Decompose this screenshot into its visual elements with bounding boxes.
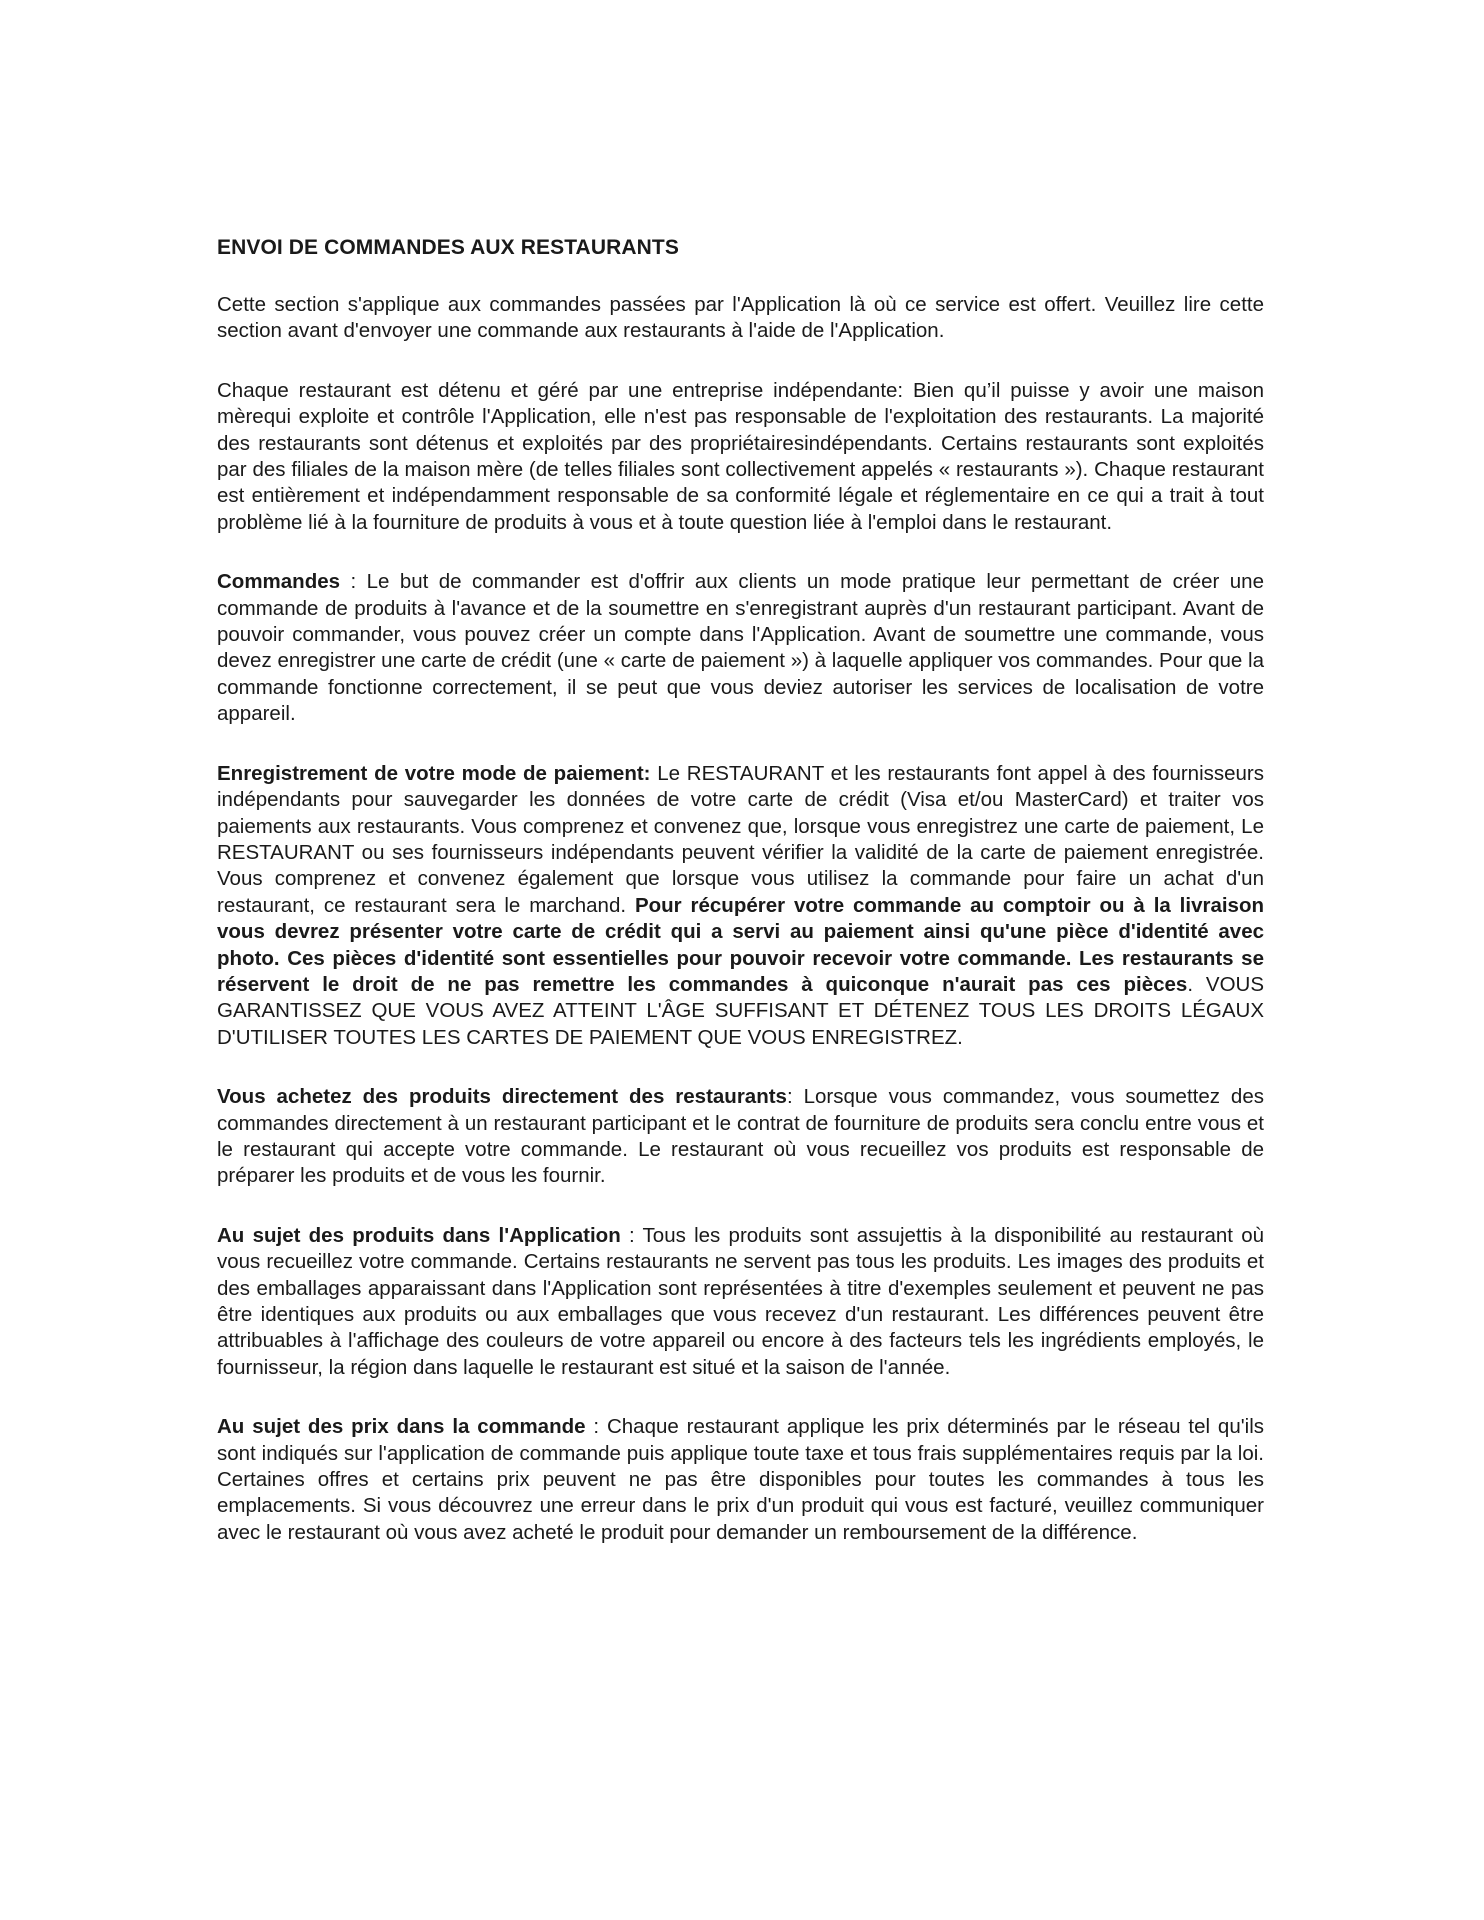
payment-paragraph — [217, 761, 1264, 1051]
section-title: ENVOI DE COMMANDES AUX RESTAURANTS — [217, 236, 679, 259]
payment-text-2: . VOUS GARANTISSEZ QUE VOUS AVEZ ATTEINT L'ÂGE SUFFISANT ET DÉTENEZ TOUS LES DROITS LÉGAUX D'UTILISER TOUTES LES CARTES DE PAIEMENT QUE VOUS ENREGISTREZ. — [217, 972, 1264, 1049]
purchase-paragraph — [217, 1084, 1264, 1190]
payment-heading: Enregistrement de votre mode de paiement: — [217, 761, 651, 785]
prices-text: : Chaque restaurant applique les prix déterminés par le réseau tel qu'ils sont indiqués sur l'application de commande puis applique toute taxe et tous frais supplémentaires requis par la loi. Certaines offres et certains prix peuvent ne pas être disponibles pour toutes les commandes à tous les emplacements. Si vous découvrez une erreur dans le prix d'un produit qui vous est facturé, veuillez communiquer avec le restaurant où vous avez acheté le produit pour demander un remboursement de la différence. — [217, 1415, 1265, 1544]
prices-paragraph — [217, 1414, 1264, 1546]
intro-paragraph: Cette section s'applique aux commandes passées par l'Application là où ce service est offert. Veuillez lire cette section avant d'envoyer une commande aux restaurants à l'aide de l'Application. — [217, 293, 1264, 343]
products-heading: Au sujet des produits dans l'Application — [217, 1223, 621, 1247]
purchase-heading: Vous achetez des produits directement des restaurants — [217, 1085, 787, 1109]
ownership-paragraph: Chaque restaurant est détenu et géré par une entreprise indépendante: Bien qu’il puisse y avoir une maison mèrequi exploite et contrôle l'Application, elle n'est pas responsable de l'exploitation des restaurants. La majorité des restaurants sont détenus et exploités par des propriétairesindépendants. Certains restaurants sont exploités par des filiales de la maison mère (de telles filiales sont collectivement appelés « restaurants »). Chaque restaurant est entièrement et indépendamment responsable de sa conformité légale et réglementaire en ce qui a trait à tout problème lié à la fourniture de produits à vous et à toute question liée à l'emploi dans le restaurant. — [217, 378, 1264, 534]
products-paragraph — [217, 1223, 1264, 1381]
orders-heading: Commandes — [217, 570, 341, 594]
orders-text: : Le but de commander est d'offrir aux clients un mode pratique leur permettant de créer une commande de produits à l'avance et de la soumettre en s'enregistrant auprès d'un restaurant participant. Avant de pouvoir commander, vous pouvez créer un compte dans l'Application. Avant de soumettre une commande, vous devez enregistrer une carte de crédit (une « carte de paiement ») à laquelle appliquer vos commandes. Pour que la commande fonctionne correctement, il se peut que vous deviez autoriser les services de localisation de votre appareil. — [217, 570, 1264, 726]
purchase-text: : Lorsque vous commandez, vous soumettez des commandes directement à un restaurant participant et le contrat de fourniture de produits sera conclu entre vous et le restaurant qui accepte votre commande. Le restaurant où vous recueillez vos produits est responsable de préparer les produits et de vous les fournir. — [217, 1085, 1264, 1188]
prices-heading: Au sujet des prix dans la commande — [217, 1415, 586, 1439]
payment-text-1: Le RESTAURANT et les restaurants font appel à des fournisseurs indépendants pour sauvegarder les données de votre carte de crédit (Visa et/ou MasterCard) et traiter vos paiements aux restaurants. Vous comprenez et convenez que, lorsque vous enregistrez une carte de paiement, Le RESTAURANT ou ses fournisseurs indépendants peuvent vérifier la validité de la carte de paiement enregistrée. Vous comprenez et convenez également que lorsque vous utilisez la commande pour faire un achat d'un restaurant, ce restaurant sera le marchand. — [217, 761, 1265, 917]
document-page — [217, 228, 1264, 1579]
products-text: : Tous les produits sont assujettis à la disponibilité au restaurant où vous recueillez votre commande. Certains restaurants ne servent pas tous les produits. Les images des produits et des emballages apparaissant dans l'Application sont représentées à titre d'exemples seulement et peuvent ne pas être identiques aux produits ou aux emballages que vous recevez d'un restaurant. Les différences peuvent être attribuables à l'affichage des couleurs de votre appareil ou encore à des facteurs tels les ingrédients employés, le fournisseur, la région dans laquelle le restaurant est situé et la saison de l'année. — [217, 1223, 1264, 1379]
orders-paragraph — [217, 569, 1264, 727]
payment-bold-notice: Pour récupérer votre commande au comptoir ou à la livraison vous devrez présenter votre carte de crédit qui a servi au paiement ainsi qu'une pièce d'identité avec photo. Ces pièces d'identité sont essentielles pour pouvoir recevoir votre commande. Les restaurants se réservent le droit de ne pas remettre les commandes à quiconque n'aurait pas ces pièces — [217, 893, 1264, 996]
